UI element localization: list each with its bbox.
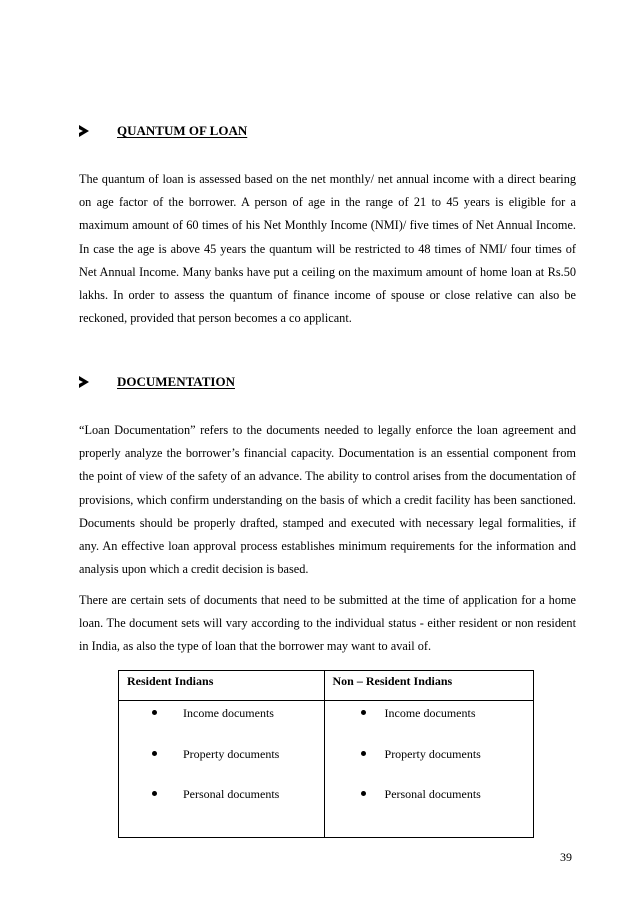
table-row (119, 701, 534, 838)
arrow-bullet-icon (79, 376, 89, 388)
documentation-paragraph-2: There are certain sets of documents that need to be submitted at the time of application for a home loan. The document sets will vary according to the individual status - either resident or non resident in India, as also the type of loan that the borrower may want to avail of. (79, 593, 576, 654)
resident-doc-income: Income documents (183, 706, 274, 720)
list-item (325, 701, 533, 741)
resident-document-list (119, 701, 324, 821)
header-resident: Resident Indians (119, 671, 325, 701)
non-resident-doc-personal: Personal documents (384, 787, 481, 801)
bullet-icon (152, 710, 157, 715)
documentation-paragraph-1: “Loan Documentation” refers to the documents needed to legally enforce the loan agreement and properly analyze the borrower’s financial capacity. Documentation is an essential component from the point of view of the safety of an advance. The ability to control arises from the documentation of provisions, which confirm understanding on the basis of which a credit facility has been sanctioned. Documents should be properly drafted, stamped and executed with necessary legal formalities, if any. An effective loan approval process establishes minimum requirements for the information and analysis upon which a credit decision is based. (79, 423, 576, 577)
list-item (119, 781, 324, 821)
list-item (119, 701, 324, 741)
resident-doc-property: Property documents (183, 747, 280, 761)
list-item (325, 741, 533, 781)
resident-cell (119, 701, 325, 838)
bullet-icon (361, 791, 366, 796)
list-item (119, 741, 324, 781)
quantum-heading (79, 121, 248, 141)
documents-table (118, 670, 534, 838)
quantum-paragraph: The quantum of loan is assessed based on the net monthly/ net annual income with a direct bearing on age factor of the borrower. A person of age in the range of 21 to 45 years is eligible for a maximum amount of 60 times of his Net Monthly Income (NMI)/ five times of Net Annual Income. In case the age is above 45 years the quantum will be restricted to 48 times of NMI/ four times of Net Annual Income. Many banks have put a ceiling on the maximum amount of home loan at Rs.50 lakhs. In order to assess the quantum of finance income of spouse or close relative can also be reckoned, provided that person becomes a co applicant. (79, 172, 576, 326)
resident-doc-personal: Personal documents (183, 787, 280, 801)
non-resident-doc-property: Property documents (384, 747, 481, 761)
bullet-icon (361, 710, 366, 715)
page-number: 39 (560, 850, 572, 864)
non-resident-document-list (325, 701, 533, 821)
arrow-bullet-icon (79, 125, 89, 137)
quantum-heading-text: QUANTUM OF LOAN (117, 123, 248, 138)
documentation-heading (79, 372, 235, 392)
non-resident-doc-income: Income documents (384, 706, 476, 720)
bullet-icon (152, 751, 157, 756)
documentation-heading-text: DOCUMENTATION (117, 374, 235, 389)
table-header-row (119, 671, 534, 701)
header-non-resident: Non – Resident Indians (324, 671, 533, 701)
bullet-icon (361, 751, 366, 756)
non-resident-cell (324, 701, 533, 838)
list-item (325, 781, 533, 821)
bullet-icon (152, 791, 157, 796)
